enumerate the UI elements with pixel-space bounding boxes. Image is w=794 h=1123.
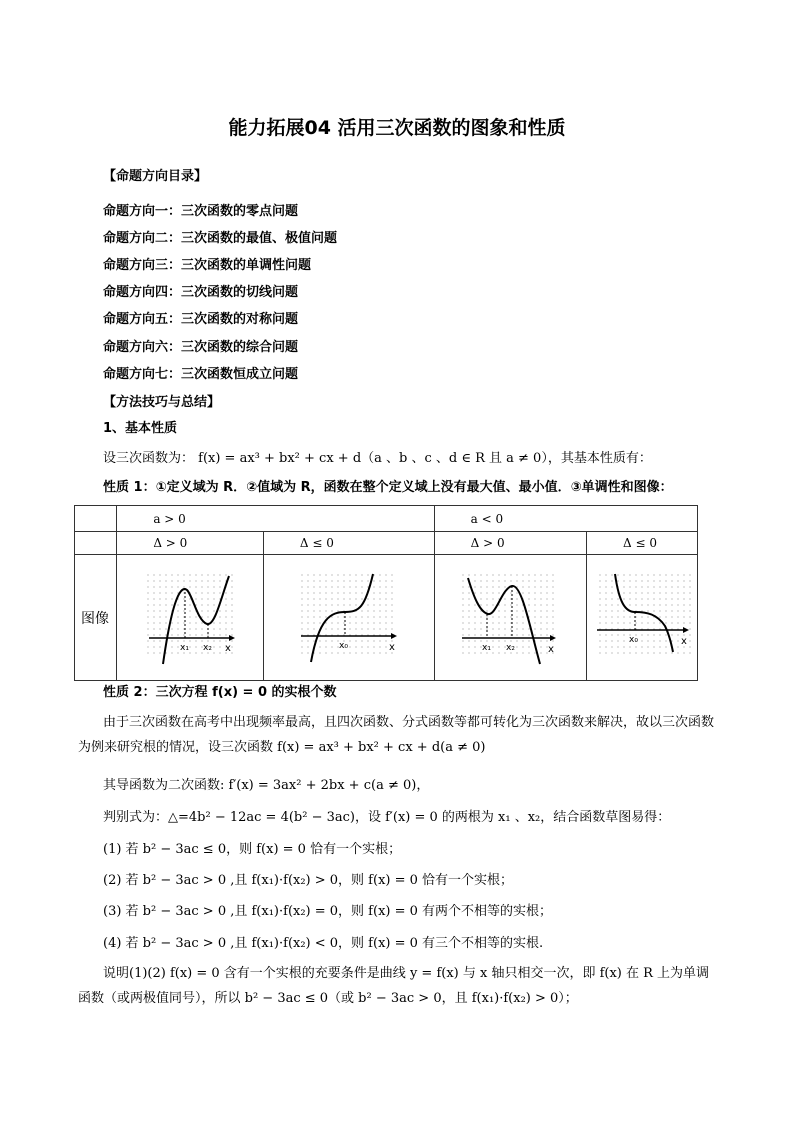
header-delta-pos: Δ > 0 — [434, 532, 586, 555]
toc-item: 命题方向一：三次函数的零点问题 — [103, 204, 299, 219]
label-x2: x₂ — [203, 642, 213, 653]
header-delta-le: Δ ≤ 0 — [263, 532, 434, 555]
label-x2: x₂ — [506, 642, 516, 653]
toc-heading: 【命题方向目录】 — [103, 169, 208, 184]
property-2: 性质 2：三次方程 f(x) = 0 的实根个数 — [103, 685, 337, 700]
page-title: 能力拓展04 活用三次函数的图象和性质 — [228, 117, 566, 139]
definition-line: 设三次函数为： f(x) = ax³ + bx² + cx + d（a 、b 、c 、d ∈ R 且 a ≠ 0），其基本性质有： — [103, 451, 652, 466]
label-x-axis: x — [388, 641, 395, 653]
toc-item: 命题方向六：三次函数的综合问题 — [103, 340, 299, 355]
properties-table — [74, 505, 698, 681]
paragraph-derivative: 其导函数为二次函数: f′(x) = 3ax² + 2bx + c(a ≠ 0)， — [103, 778, 430, 793]
graph-a-pos-delta-le — [289, 568, 409, 668]
header-delta-le: Δ ≤ 0 — [587, 532, 698, 555]
label-x0: x₀ — [629, 634, 638, 645]
toc-item: 命题方向七：三次函数恒成立问题 — [103, 367, 299, 382]
table-blank-cell — [75, 532, 117, 555]
header-delta-pos: Δ > 0 — [117, 532, 264, 555]
label-x1: x₁ — [482, 642, 492, 653]
row-label-graph: 图像 — [75, 555, 117, 681]
paragraph-discriminant: 判别式为：△=4b² − 12ac = 4(b² − 3ac)，设 f′(x) = 0 的两根为 x₁ 、x₂，结合函数草图易得： — [103, 810, 671, 825]
paragraph-explanation: 说明(1)(2) f(x) = 0 含有一个实根的充要条件是曲线 y = f(x) 与 x 轴只相交一次，即 f(x) 在 R 上为单调函数（或两极值同号），所以 b² − 3ac ≤ 0（或 b² − 3ac > 0，且 f(x₁)·f(x₂) > 0）； — [78, 966, 710, 1006]
label-x1: x₁ — [180, 642, 190, 653]
graph-a-neg-delta-pos — [450, 568, 570, 668]
case-3: (3) 若 b² − 3ac > 0 ,且 f(x₁)·f(x₂) = 0，则 f(x) = 0 有两个不相等的实根； — [103, 904, 553, 919]
table-corner-cell — [75, 506, 117, 532]
methods-heading: 【方法技巧与总结】 — [103, 395, 221, 410]
toc-item: 命题方向三：三次函数的单调性问题 — [103, 258, 312, 273]
toc-item: 命题方向二：三次函数的最值、极值问题 — [103, 231, 338, 246]
graph-a-pos-delta-pos — [135, 568, 245, 668]
paragraph-intro: 由于三次函数在高考中出现频率最高，且四次函数、分式函数等都可转化为三次函数来解决，故以三次函数为例来研究根的情况，设三次函数 f(x) = ax³ + bx² + cx + d(a ≠ 0) — [78, 715, 715, 755]
graph-a-neg-delta-le — [587, 568, 697, 668]
label-x0: x₀ — [338, 640, 348, 651]
label-x-axis: x — [681, 635, 687, 647]
label-x-axis: x — [548, 643, 555, 655]
section-heading: 1、基本性质 — [103, 421, 178, 436]
property-1: 性质 1：①定义域为 R．②值域为 R，函数在整个定义域上没有最大值、最小值．③单调性和图像： — [103, 480, 673, 495]
toc-item: 命题方向四：三次函数的切线问题 — [103, 285, 299, 300]
header-a-negative: a < 0 — [434, 506, 697, 532]
label-x-axis: x — [225, 642, 232, 654]
toc-item: 命题方向五：三次函数的对称问题 — [103, 312, 299, 327]
header-a-positive: a > 0 — [117, 506, 434, 532]
case-1: (1) 若 b² − 3ac ≤ 0，则 f(x) = 0 恰有一个实根； — [103, 842, 402, 857]
case-4: (4) 若 b² − 3ac > 0 ,且 f(x₁)·f(x₂) < 0，则 f(x) = 0 有三个不相等的实根. — [103, 936, 544, 951]
case-2: (2) 若 b² − 3ac > 0 ,且 f(x₁)·f(x₂) > 0，则 f(x) = 0 恰有一个实根； — [103, 873, 514, 888]
